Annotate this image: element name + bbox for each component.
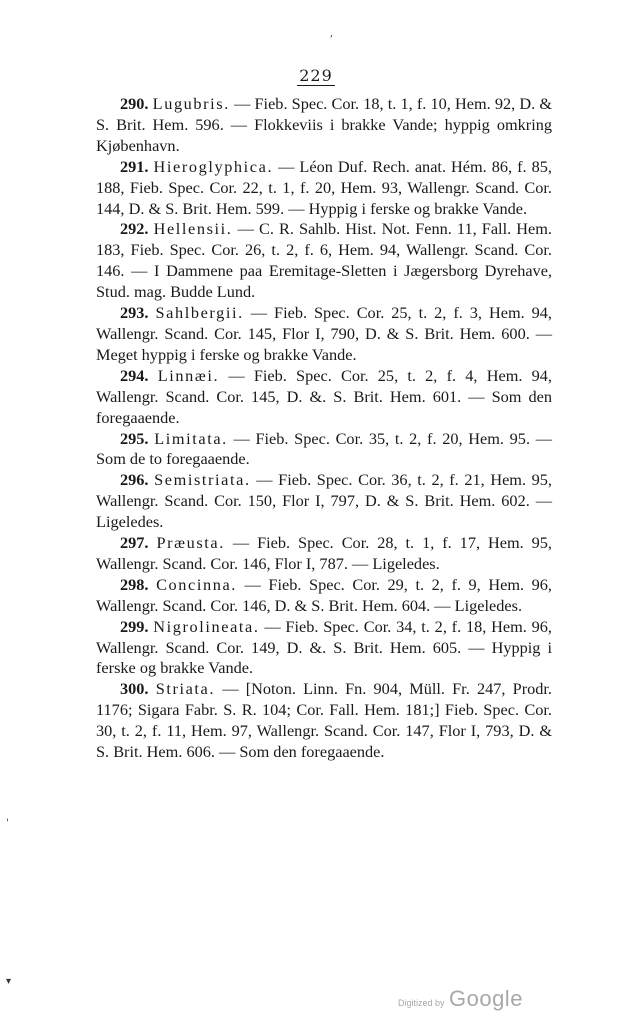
entry-text: — Fieb. Spec. Cor. 34, t. 2, f. 18, Hem. 96, Wallengr. Scand. Cor. 149, D. &. S. Brit. Hem. 605. — Hyppig i ferske og brakke Vande. — [96, 616, 552, 678]
entry-text: — Fieb. Spec. Cor. 18, t. 1, f. 10, Hem. 92, D. & S. Brit. Hem. 596. — Flokkeviis i brakke Vande; hyppig omkring Kjøbenhavn. — [96, 94, 552, 155]
entry-number: 290. — [120, 94, 149, 113]
species-entry-296 — [96, 470, 552, 533]
entry-number: 291. — [120, 156, 149, 176]
watermark-brand: Google — [448, 986, 523, 1011]
species-entry-299 — [96, 617, 552, 680]
entry-text: — Fieb. Spec. Cor. 25, t. 2, f. 4, Hem. 94, Wallengr. Scand. Cor. 145, D. &. S. Brit. Hem. 601. — Som den foregaaende. — [96, 365, 552, 427]
species-entry-293 — [96, 303, 552, 366]
entry-number: 298. — [120, 574, 149, 594]
species-entry-292 — [96, 219, 552, 303]
entry-text: — Léon Duf. Rech. anat. Hém. 86, f. 85, 188, Fieb. Spec. Cor. 22, t. 1, f. 20, Hem. 93, Wallengr. Scand. Cor. 144, D. & S. Brit. Hem. 599. — Hyppig i ferske og brakke Vande. — [96, 156, 552, 218]
species-name: Lugubris. — [152, 94, 230, 113]
entry-text: — Fieb. Spec. Cor. 25, t. 2, f. 3, Hem. 94, Wallengr. Scand. Cor. 145, Flor I, 790, D. & S. Brit. Hem. 600. — Meget hyppig i ferske og brakke Vande. — [96, 303, 553, 364]
species-name: Sahlbergii. — [155, 303, 244, 323]
entry-text: — Fieb. Spec. Cor. 29, t. 2, f. 9, Hem. 96, Wallengr. Scand. Cor. 146, D. & S. Brit. Hem. 604. — Ligeledes. — [96, 574, 552, 615]
entry-number: 300. — [120, 679, 149, 699]
entry-number: 299. — [120, 616, 149, 636]
scan-speck: , — [330, 28, 334, 39]
entry-text: — Fieb. Spec. Cor. 28, t. 1, f. 17, Hem. 95, Wallengr. Scand. Cor. 146, Flor I, 787. — Ligeledes. — [96, 533, 552, 573]
species-name: Præusta. — [156, 533, 225, 553]
species-entry-291 — [96, 157, 552, 220]
entry-text: — [Noton. Linn. Fn. 904, Müll. Fr. 247, Prodr. 1176; Sigara Fabr. S. R. 104; Cor. Fall. Hem. 181;] Fieb. Spec. Cor. 30, t. 2, f. 11, Hem. 97, Wallengr. Scand. Cor. 147, Flor I, 793, D. & S. Brit. Hem. 606. — Som den foregaaende. — [96, 679, 552, 762]
entry-text: — Fieb. Spec. Cor. 35, t. 2, f. 20, Hem. 95. — Som de to foregaaende. — [96, 428, 552, 469]
entry-number: 294. — [120, 365, 149, 385]
page-number-text: 229 — [299, 66, 333, 85]
species-list — [96, 94, 552, 763]
species-name: Semistriata. — [154, 470, 251, 490]
species-name: Hieroglyphica. — [153, 156, 274, 176]
species-entry-295 — [96, 429, 552, 471]
entry-number: 296. — [120, 470, 149, 490]
scan-speck: ' — [6, 818, 9, 829]
entry-number: 293. — [120, 303, 149, 323]
species-entry-297 — [96, 533, 552, 575]
entry-number: 292. — [120, 219, 149, 239]
entry-number: 297. — [120, 533, 149, 553]
entry-text: — Fieb. Spec. Cor. 36, t. 2, f. 21, Hem. 95, Wallengr. Scand. Cor. 150, Flor I, 797, D. & S. Brit. Hem. 602. — Ligeledes. — [96, 470, 552, 532]
species-name: Linnæi. — [157, 365, 220, 385]
page-number — [0, 66, 632, 85]
species-name: Limitata. — [154, 428, 228, 448]
digitized-by-google-watermark — [398, 986, 523, 1012]
species-name: Striata. — [155, 679, 216, 699]
scan-speck: ▾ — [6, 976, 12, 987]
species-entry-290 — [96, 94, 552, 157]
species-name: Nigrolineata. — [153, 616, 260, 636]
species-name: Hellensii. — [153, 219, 233, 239]
entry-number: 295. — [120, 428, 149, 448]
species-name: Concinna. — [156, 574, 237, 594]
watermark-prefix: Digitized by — [398, 998, 445, 1008]
species-entry-300 — [96, 679, 552, 763]
species-entry-298 — [96, 575, 552, 617]
entry-text: — C. R. Sahlb. Hist. Not. Fenn. 11, Fall. Hem. 183, Fieb. Spec. Cor. 26, t. 2, f. 6, Hem. 94, Wallengr. Scand. Cor. 146. — I Dammene paa Eremitage-Sletten i Jægersborg Dyrehave, Stud. mag. Budde Lund. — [96, 219, 552, 302]
species-entry-294 — [96, 366, 552, 429]
